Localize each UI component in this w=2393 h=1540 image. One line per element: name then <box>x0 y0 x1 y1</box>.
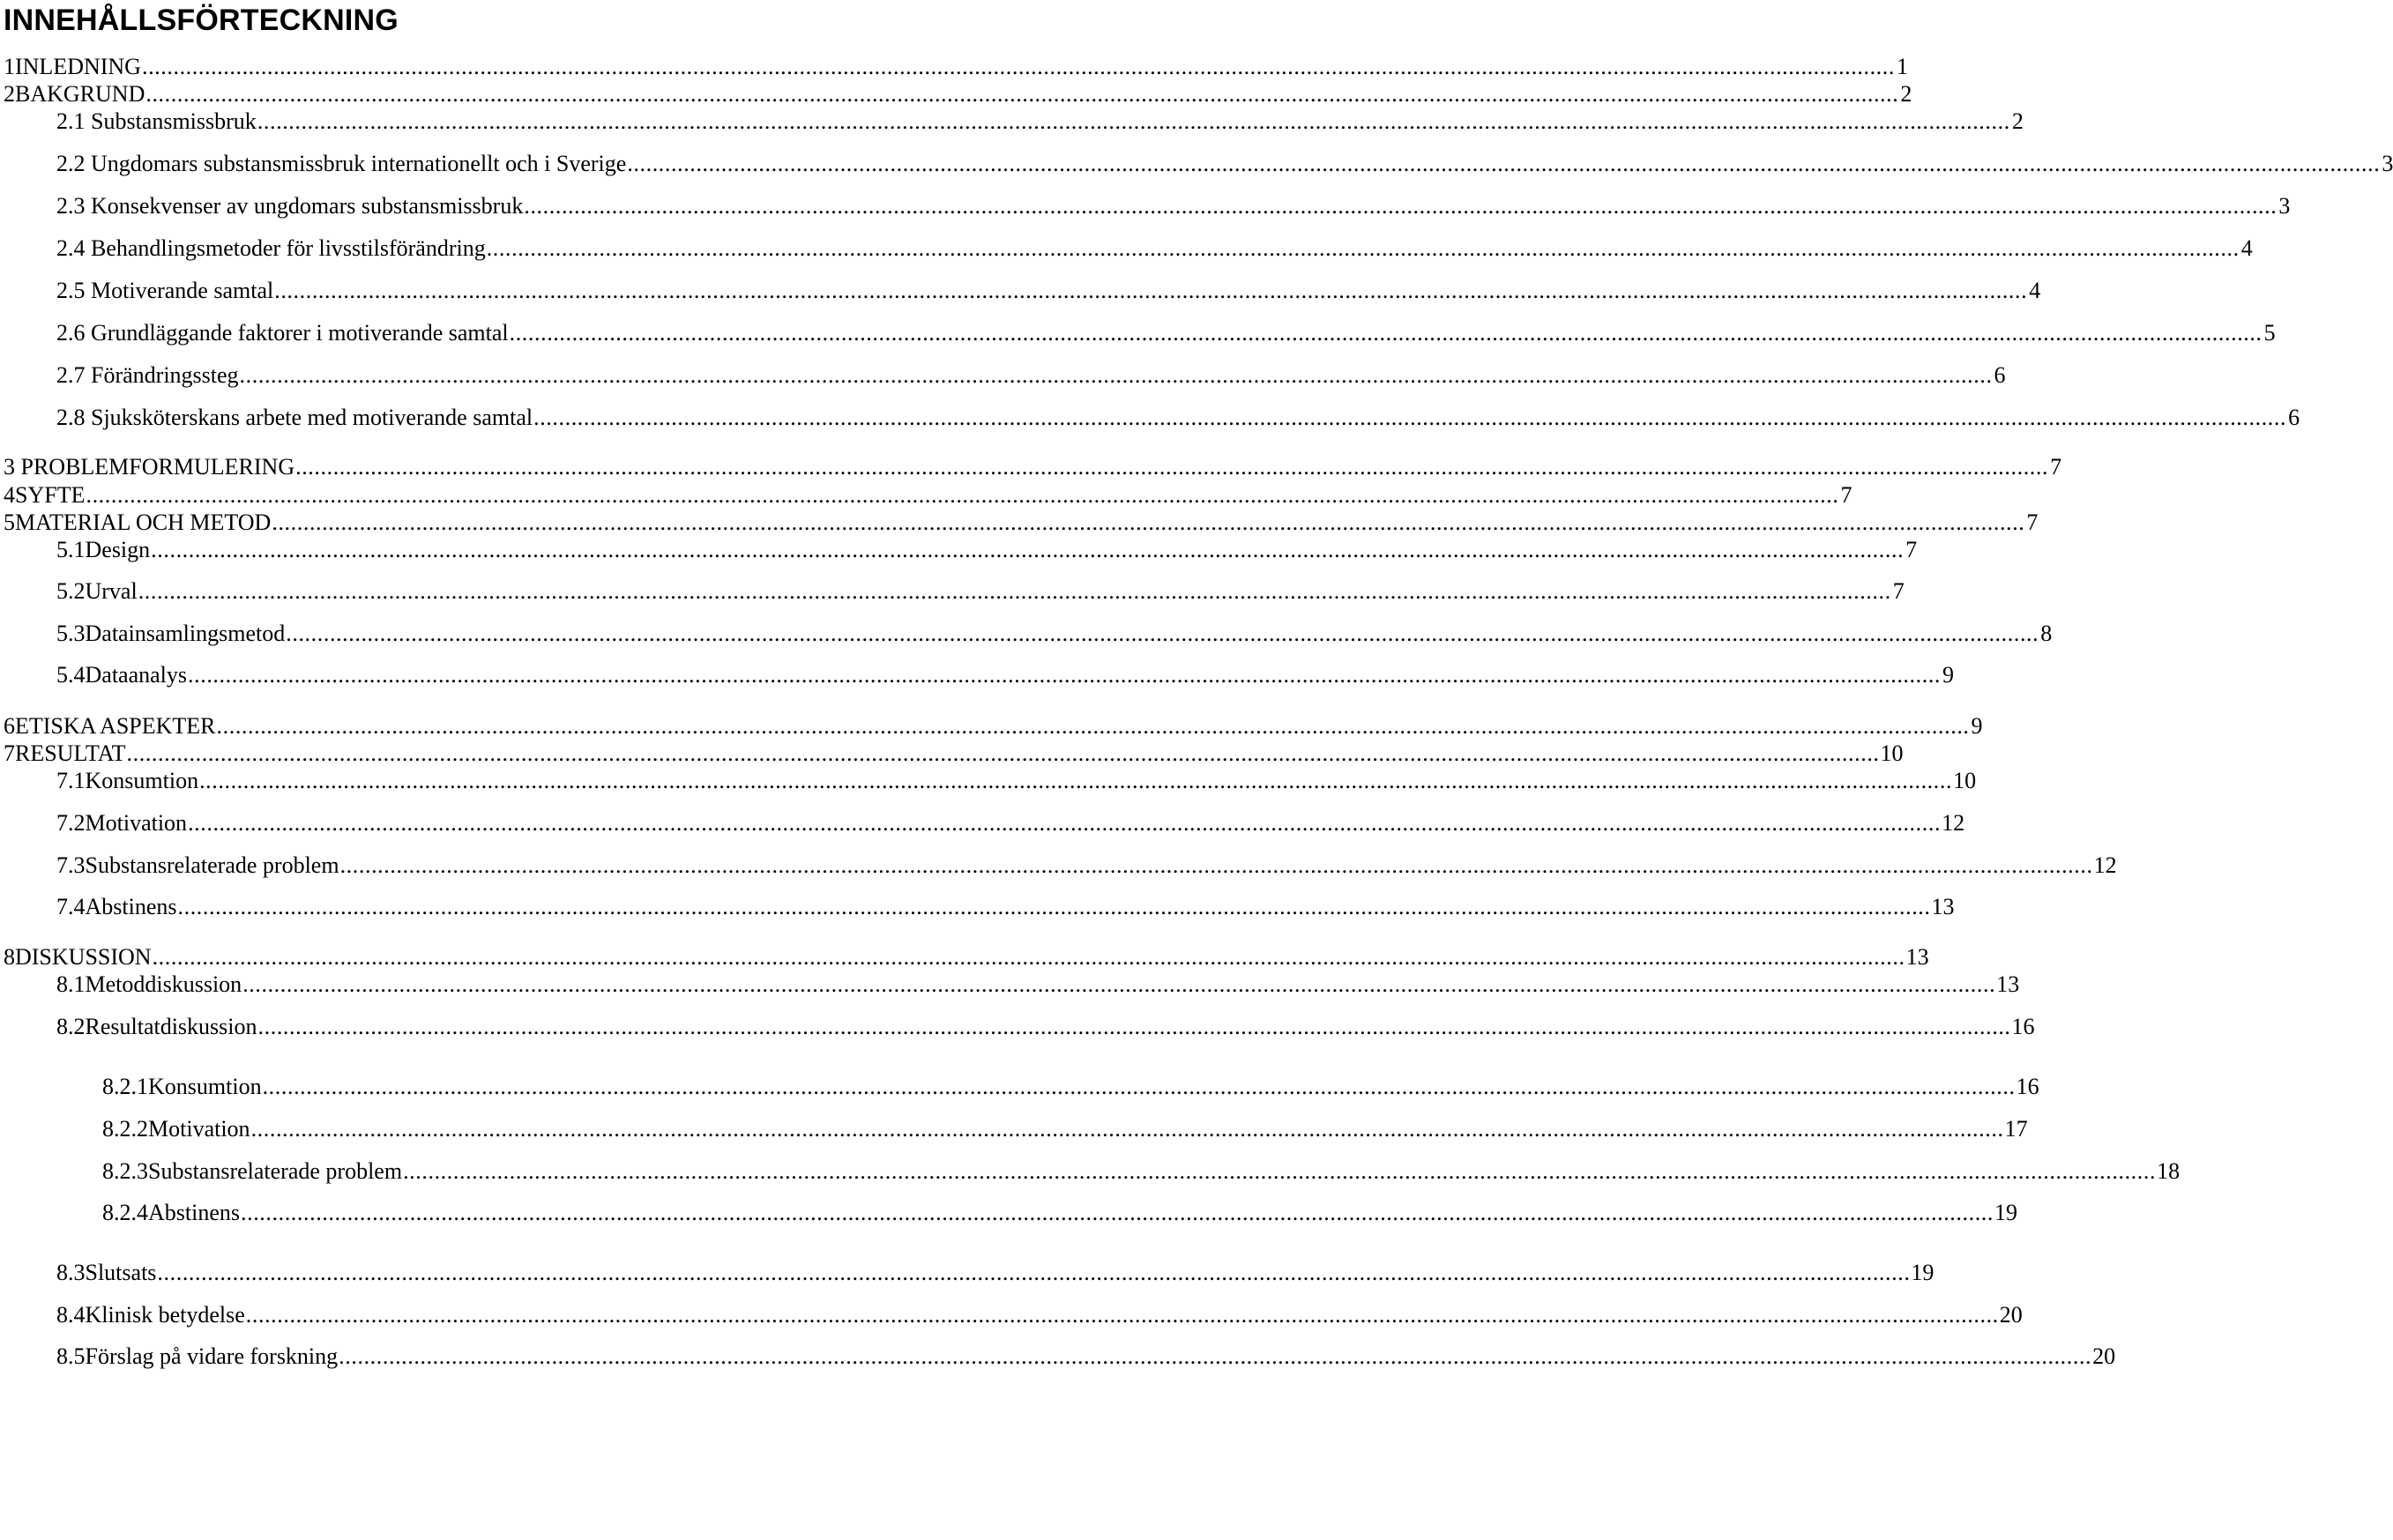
dot-leader <box>533 404 2286 432</box>
dot-leader <box>627 150 2380 178</box>
toc-entry-page: 12 <box>1942 810 1965 836</box>
toc-entry-page: 7 <box>2050 454 2062 480</box>
dot-leader <box>178 893 1931 921</box>
toc-entry-number: 5.3 <box>56 621 86 646</box>
toc-entry-label: Datainsamlingsmetod <box>85 621 286 646</box>
toc-entry-number: 8.2.3 <box>102 1158 148 1184</box>
dot-leader <box>263 1073 2016 1101</box>
toc-entry[interactable] <box>56 277 2041 305</box>
toc-entry-page: 2 <box>1900 81 1912 107</box>
toc-entry-label: Dataanalys <box>85 662 188 688</box>
dot-leader <box>258 1013 2011 1041</box>
toc-entry-number: 4 <box>4 482 15 508</box>
toc-entry[interactable] <box>56 620 2053 648</box>
dot-leader <box>157 1259 1910 1287</box>
toc-entry-label: RESULTAT <box>15 740 126 766</box>
toc-entry-page: 16 <box>2016 1074 2039 1099</box>
toc-entry-number: 8.2.4 <box>102 1200 148 1225</box>
dot-leader <box>188 661 1941 689</box>
toc-entry[interactable] <box>56 404 2300 432</box>
dot-leader <box>138 577 1891 606</box>
toc-entry-label: Substansrelaterade problem <box>148 1158 403 1184</box>
toc-entry-label: Slutsats <box>85 1260 157 1285</box>
dot-leader <box>241 1199 1994 1227</box>
toc-entry-label: Resultatdiskussion <box>85 1014 257 1039</box>
toc-entry[interactable] <box>4 943 1929 971</box>
toc-entry-number: 5.1 <box>56 537 86 562</box>
toc-entry[interactable] <box>56 1343 2116 1371</box>
toc-entry[interactable] <box>56 150 2393 178</box>
dot-leader <box>403 1157 2156 1186</box>
dot-leader <box>251 1115 2004 1143</box>
toc-entry-number: 8.2.2 <box>102 1116 148 1142</box>
toc-entry-number: 5.2 <box>56 578 86 604</box>
toc-entry-page: 19 <box>1994 1200 2017 1225</box>
toc-entry-label: Substansrelaterade problem <box>85 852 339 878</box>
toc-entry-page: 2 <box>2011 108 2024 134</box>
toc-entry-page: 16 <box>2011 1014 2035 1039</box>
toc-entry-page: 18 <box>2157 1158 2181 1184</box>
toc-entry-label: Förslag på vidare forskning <box>85 1343 339 1369</box>
toc-entry-page: 9 <box>1942 662 1955 688</box>
dot-leader <box>487 234 2240 263</box>
toc-entry-label: Motivation <box>148 1116 250 1142</box>
dot-leader <box>242 971 1995 999</box>
toc-entry-number: 8.2.1 <box>102 1074 148 1099</box>
toc-entry-label: Klinisk betydelse <box>85 1302 245 1328</box>
dot-leader <box>274 277 2027 305</box>
dot-leader <box>153 943 1905 971</box>
toc-entry[interactable] <box>4 481 1853 510</box>
toc-entry-page: 19 <box>1911 1260 1935 1285</box>
toc-entry-label: BAKGRUND <box>15 81 145 107</box>
toc-entry-page: 10 <box>1953 768 1977 793</box>
toc-entry[interactable] <box>4 712 1983 740</box>
toc-entry[interactable] <box>56 192 2291 220</box>
toc-entry[interactable] <box>56 893 1955 921</box>
toc-entry-label: SYFTE <box>15 482 86 508</box>
toc-entry[interactable] <box>56 536 1918 564</box>
toc-entry[interactable] <box>56 1301 2023 1329</box>
toc-entry[interactable] <box>56 767 1977 795</box>
toc-entry-label: Abstinens <box>85 894 177 919</box>
toc-entry-label: Konsumtion <box>85 768 199 793</box>
dot-leader <box>246 1301 1999 1329</box>
toc-entry[interactable] <box>102 1073 2039 1101</box>
toc-entry-page: 7 <box>1905 537 1918 562</box>
dot-leader <box>145 80 1898 108</box>
toc-entry[interactable] <box>102 1199 2017 1227</box>
toc-entry-number: 8.2 <box>56 1014 86 1039</box>
dot-leader <box>257 108 2010 136</box>
dot-leader <box>340 852 2093 880</box>
toc-entry-label: 2.5 Motiverande samtal <box>56 278 274 303</box>
toc-entry[interactable] <box>56 971 2020 999</box>
toc-entry[interactable] <box>4 740 1904 768</box>
toc-entry-page: 6 <box>2288 405 2300 430</box>
toc-entry-number: 8.1 <box>56 971 86 997</box>
dot-leader <box>142 53 1895 81</box>
toc-entry[interactable] <box>56 661 1955 689</box>
toc-entry-label: 2.7 Förändringssteg <box>56 362 239 388</box>
toc-entry-page: 20 <box>2092 1343 2116 1369</box>
dot-leader <box>524 192 2277 220</box>
page-title: INNEHÅLLSFÖRTECKNING <box>4 4 399 37</box>
dot-leader <box>286 620 2039 648</box>
toc-entry-number: 2 <box>4 81 15 107</box>
toc-entry[interactable] <box>56 1259 1935 1287</box>
toc-entry-label: Design <box>85 537 151 562</box>
toc-entry-label: 2.4 Behandlingsmetoder för livsstilsförändring <box>56 235 486 261</box>
toc-entry-number: 7.3 <box>56 852 86 878</box>
dot-leader <box>199 767 1952 795</box>
toc-entry-number: 7.4 <box>56 894 86 919</box>
dot-leader <box>240 361 1993 390</box>
toc-entry-label: MATERIAL OCH METOD <box>15 510 272 535</box>
toc-entry-page: 4 <box>2029 278 2041 303</box>
toc-entry-page: 12 <box>2093 852 2117 878</box>
toc-entry[interactable] <box>56 361 2006 390</box>
toc-entry-page: 13 <box>1931 894 1955 919</box>
toc-entry-label: Konsumtion <box>148 1074 262 1099</box>
toc-entry-number: 6 <box>4 713 15 739</box>
toc-entry-page: 1 <box>1896 54 1908 79</box>
toc-entry-page: 6 <box>1994 362 2006 388</box>
toc-entry[interactable] <box>102 1115 2028 1143</box>
dot-leader <box>217 712 1970 740</box>
toc-entry-label: Abstinens <box>148 1200 240 1225</box>
toc-entry-page: 13 <box>1905 944 1929 970</box>
toc-entry-label: 2.6 Grundläggande faktorer i motiverande samtal <box>56 320 509 346</box>
toc-entry-page: 5 <box>2263 320 2276 346</box>
toc-entry-page: 8 <box>2040 621 2053 646</box>
toc-entry-label: 2.1 Substansmissbruk <box>56 108 257 134</box>
toc-entry[interactable] <box>4 53 1908 81</box>
toc-entry-page: 13 <box>1996 971 2020 997</box>
toc-entry-number: 5.4 <box>56 662 86 688</box>
toc-entry-label: DISKUSSION <box>15 944 152 970</box>
toc-entry-label: 2.2 Ungdomars substansmissbruk internationellt och i Sverige <box>56 151 627 176</box>
toc-entry-page: 17 <box>2004 1116 2028 1142</box>
toc-entry-page: 7 <box>2026 510 2039 535</box>
toc-entry[interactable] <box>56 234 2253 263</box>
toc-entry[interactable] <box>56 1013 2035 1041</box>
toc-entry-number: 8.3 <box>56 1260 86 1285</box>
dot-leader <box>272 509 2024 537</box>
toc-entry-number: 8.5 <box>56 1343 86 1369</box>
toc-entry-number: 1 <box>4 54 15 79</box>
toc-entry-number: 7.2 <box>56 810 86 836</box>
toc-entry-number: 5 <box>4 510 15 535</box>
toc-entry-label: 2.8 Sjuksköterskans arbete med motiverande samtal <box>56 405 533 430</box>
toc-entry[interactable] <box>4 509 2039 537</box>
toc-entry[interactable] <box>56 577 1905 606</box>
toc-entry-label: ETISKA ASPEKTER <box>15 713 216 739</box>
toc-entry[interactable] <box>56 809 1965 837</box>
dot-leader <box>295 453 2048 481</box>
toc-entry-label: Metoddiskussion <box>85 971 242 997</box>
toc-entry-page: 4 <box>2240 235 2253 261</box>
toc-entry-number: 7 <box>4 740 15 766</box>
toc-entry[interactable] <box>4 453 2062 481</box>
dot-leader <box>151 536 1904 564</box>
toc-entry-label: INLEDNING <box>15 54 141 79</box>
dot-leader <box>510 319 2263 347</box>
toc-entry-page: 7 <box>1892 578 1905 604</box>
toc-entry[interactable] <box>56 108 2024 136</box>
toc-entry-page: 3 <box>2382 151 2393 176</box>
toc-entry-label: 3 PROBLEMFORMULERING <box>4 454 295 480</box>
toc-entry[interactable] <box>102 1157 2181 1186</box>
dot-leader <box>188 809 1941 837</box>
toc-entry-page: 9 <box>1971 713 1983 739</box>
toc-entry-number: 8 <box>4 944 15 970</box>
toc-entry[interactable] <box>56 852 2117 880</box>
toc-entry-label: 2.3 Konsekvenser av ungdomars substansmissbruk <box>56 193 524 219</box>
dot-leader <box>86 481 1838 510</box>
toc-entry-page: 10 <box>1880 740 1904 766</box>
toc-entry-label: Urval <box>85 578 138 604</box>
dot-leader <box>127 740 1880 768</box>
toc-entry-page: 3 <box>2278 193 2291 219</box>
toc-entry-page: 7 <box>1840 482 1853 508</box>
toc-entry-label: Motivation <box>85 810 188 836</box>
toc-entry[interactable] <box>56 319 2276 347</box>
toc-entry[interactable] <box>4 80 1912 108</box>
toc-entry-number: 7.1 <box>56 768 86 793</box>
toc-entry-page: 20 <box>1999 1302 2023 1328</box>
toc-entry-number: 8.4 <box>56 1302 86 1328</box>
dot-leader <box>339 1343 2091 1371</box>
